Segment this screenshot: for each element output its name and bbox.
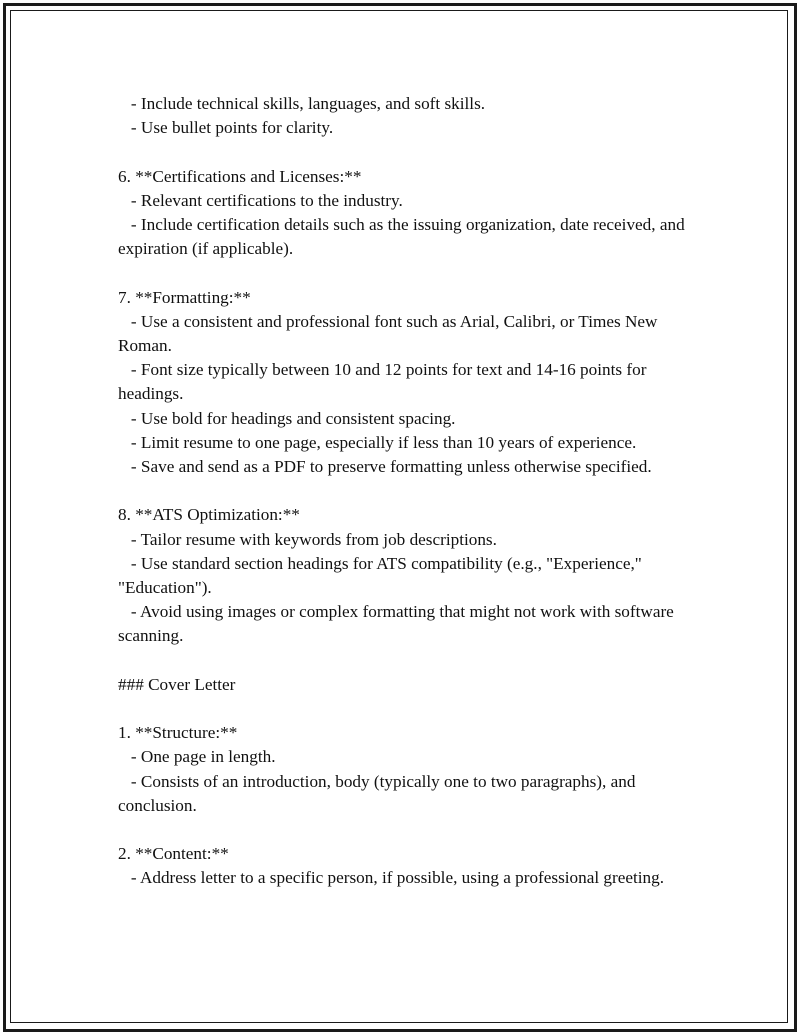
text-line: - Use bullet points for clarity. [118,118,334,138]
document-body [118,92,693,891]
paragraph-gap [118,818,693,842]
text-line: - Consists of an introduction, body (typically one to two paragraphs), and conclusion. [118,771,640,815]
text-line: - Use bold for headings and consistent spacing. [118,408,456,428]
text-line: - One page in length. [118,747,276,767]
text-line: - Save and send as a PDF to preserve formatting unless otherwise specified. [118,457,652,477]
text-line: - Address letter to a specific person, if possible, using a professional greeting. [118,868,665,888]
text-line: - Use a consistent and professional font such as Arial, Calibri, or Times New Roman. [118,311,662,355]
paragraph-gap [118,140,693,164]
paragraph-gap [118,697,693,721]
section-heading: 2. **Content:** [118,844,229,864]
paragraph-gap [118,261,693,285]
text-line: - Use standard section headings for ATS compatibility (e.g., "Experience," "Education"). [118,553,647,598]
text-line: - Avoid using images or complex formatting that might not work with software scanning. [118,602,679,646]
section-heading: 8. **ATS Optimization:** [118,505,300,525]
section-heading: 1. **Structure:** [118,723,238,743]
section-heading: 7. **Formatting:** [118,287,251,307]
text-line: - Include certification details such as the issuing organization, date received, and expiration (if applicable). [118,215,689,259]
text-line: - Tailor resume with keywords from job descriptions. [118,529,497,549]
text-line: - Include technical skills, languages, and soft skills. [118,94,486,113]
section-heading: 6. **Certifications and Licenses:** [118,166,362,186]
section-heading: ### Cover Letter [118,674,236,694]
text-line: - Font size typically between 10 and 12 points for text and 14-16 points for headings. [118,360,651,404]
text-line: - Limit resume to one page, especially if less than 10 years of experience. [118,432,637,452]
text-line: - Relevant certifications to the industry. [118,190,403,210]
paragraph-gap [118,479,693,503]
paragraph-gap [118,649,693,673]
